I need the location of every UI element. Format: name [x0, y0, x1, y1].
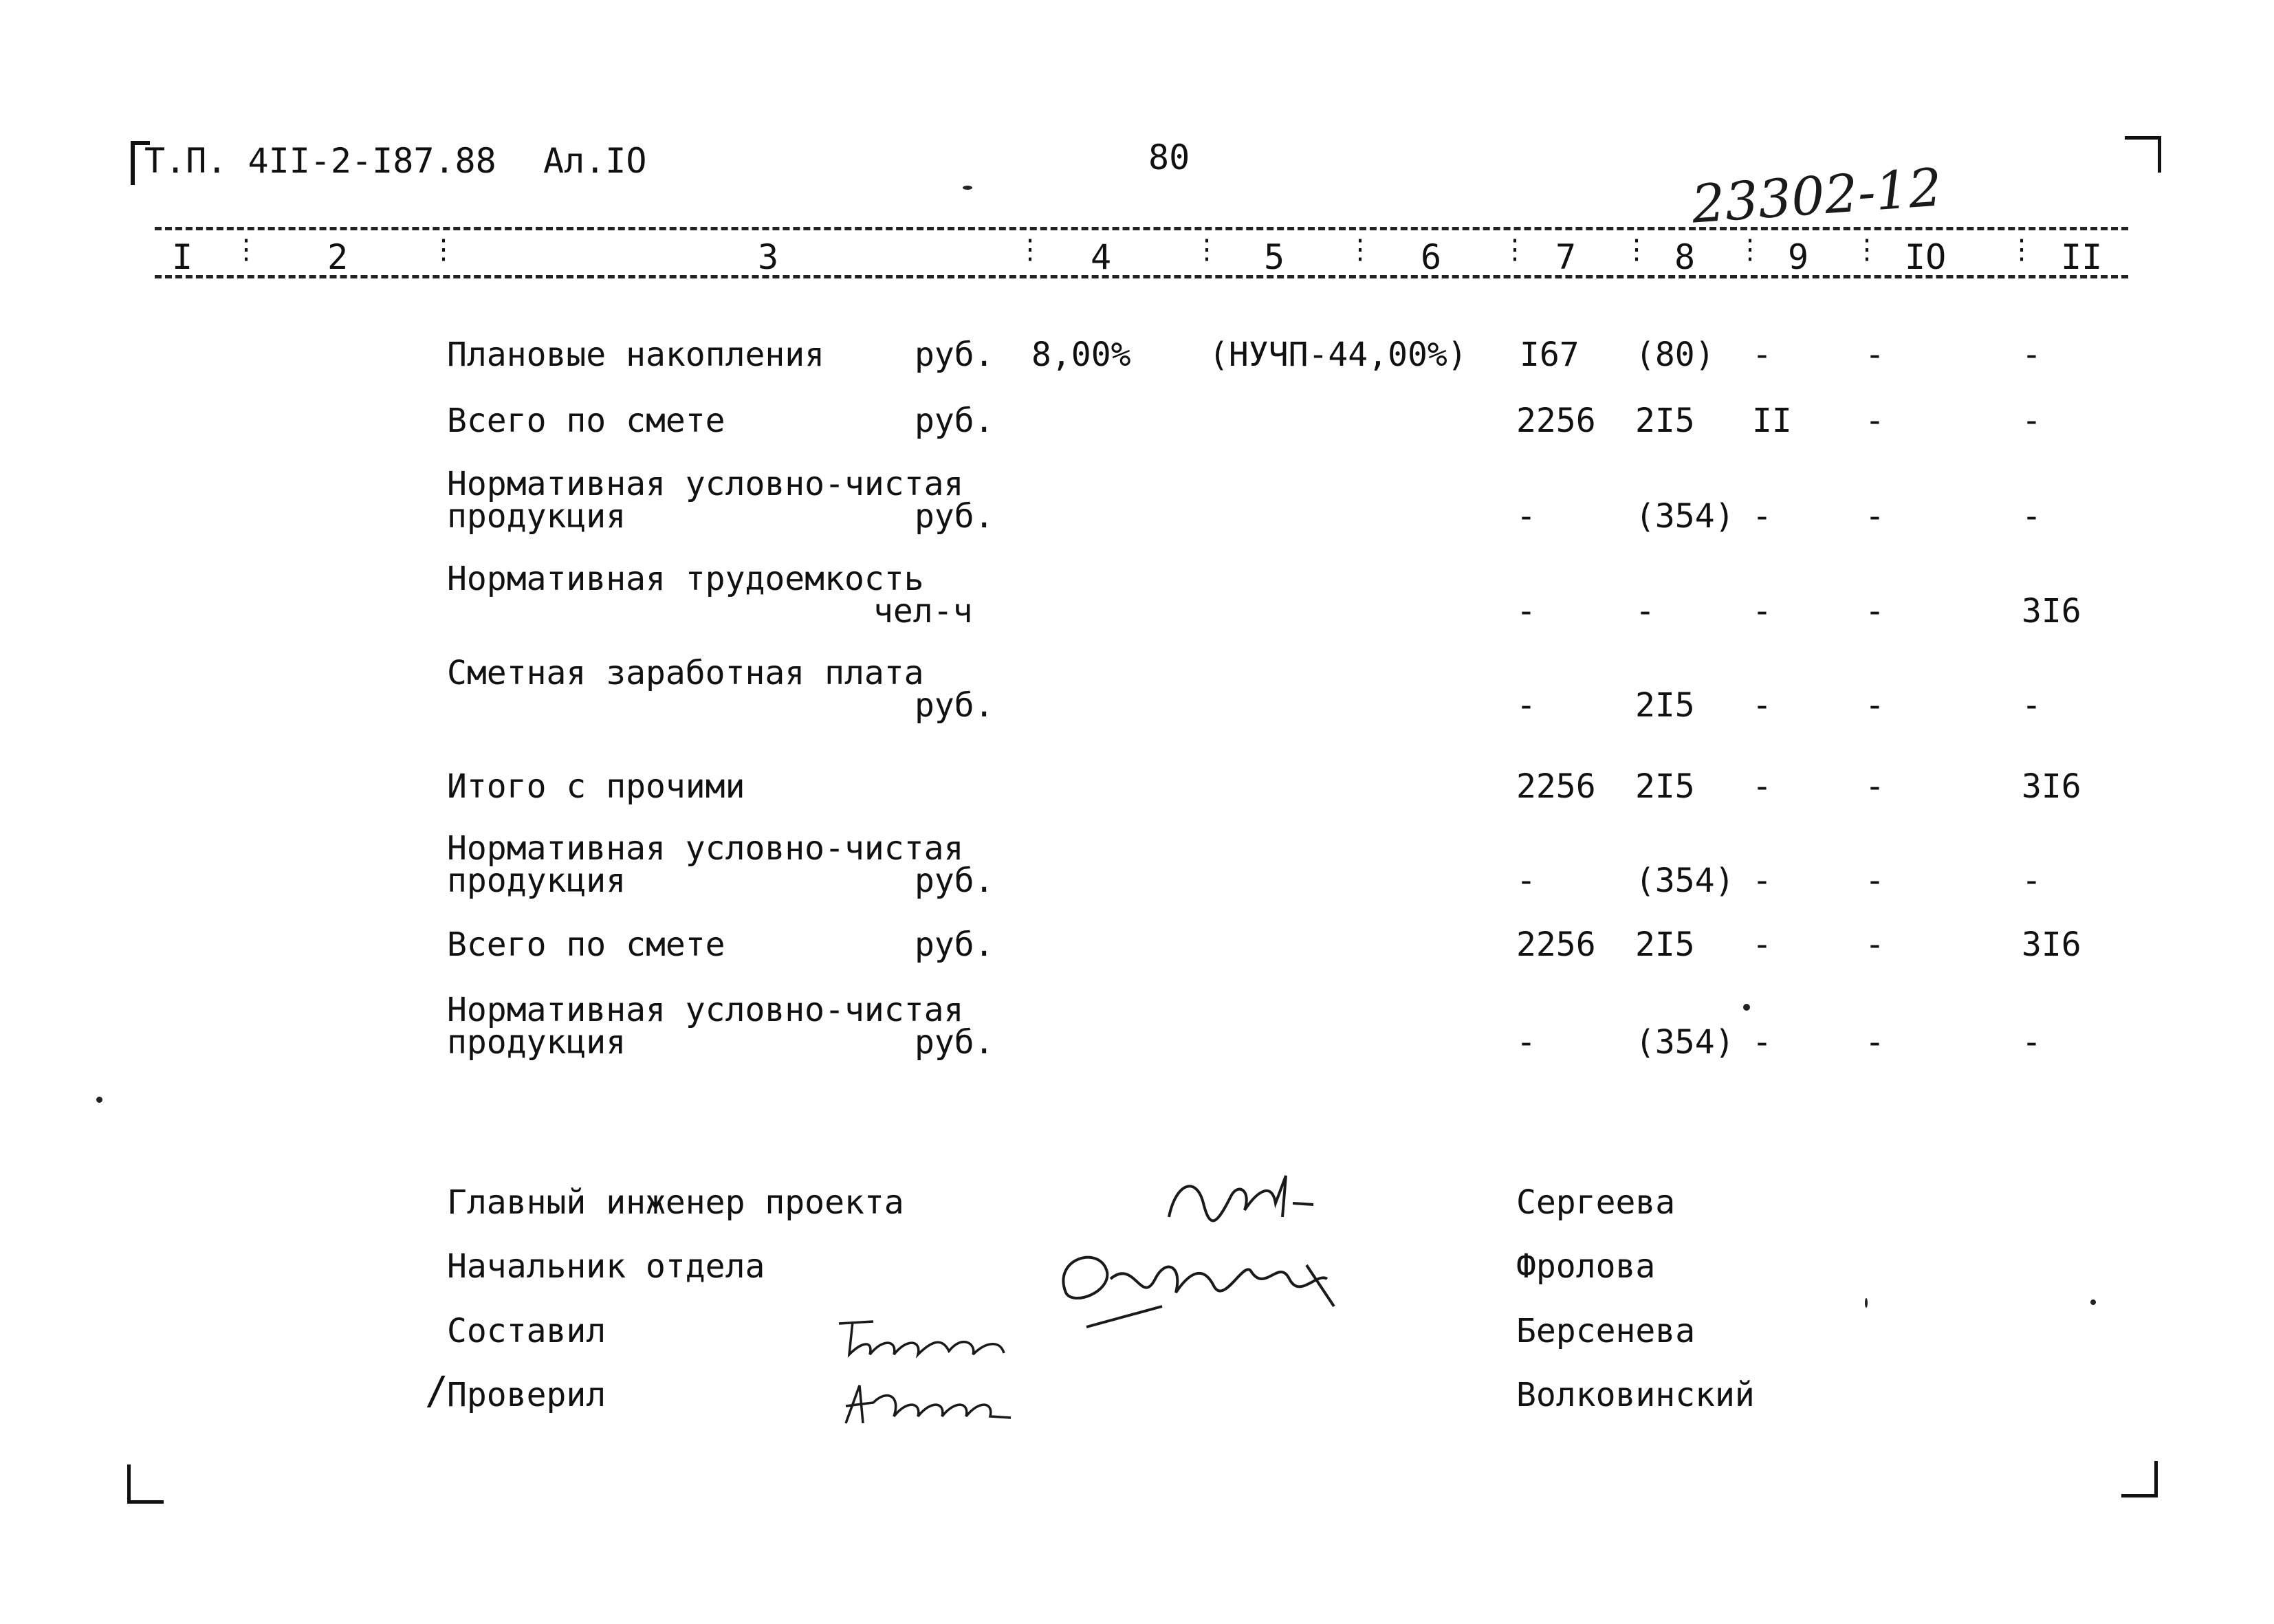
column-separator: ⋮: [2008, 234, 2035, 265]
cell-col4: 8,00%: [1031, 336, 1131, 374]
cell-col9: -: [1752, 767, 1772, 806]
row-label: Нормативная условно-чистая: [447, 991, 964, 1029]
cell-col7: 2256: [1516, 402, 1596, 440]
cell-col11: 3I6: [2022, 767, 2081, 806]
column-number-8: 8: [1674, 237, 1696, 277]
handwritten-signature-checked-by: [832, 1375, 1025, 1437]
cell-col8: (80): [1635, 336, 1715, 374]
row-unit: руб.: [915, 686, 994, 725]
signature-name-checked-by: Волковинский: [1516, 1376, 1755, 1414]
cell-col11: -: [2022, 686, 2042, 725]
column-separator: ⋮: [1501, 234, 1529, 265]
cell-col9: -: [1752, 592, 1772, 630]
row-label-continued: продукция: [447, 1023, 626, 1062]
cell-col7: I67: [1520, 336, 1579, 374]
row-unit: руб.: [915, 1023, 994, 1062]
handwritten-signature-chief-engineer: [1155, 1162, 1334, 1238]
column-separator: ⋮: [430, 234, 457, 265]
cell-col10: -: [1865, 592, 1885, 630]
cell-col7: 2256: [1516, 767, 1596, 806]
cell-col8: 2I5: [1635, 925, 1695, 964]
column-separator: ⋮: [1853, 234, 1881, 265]
cell-col9: -: [1752, 686, 1772, 725]
cell-col9: II: [1752, 402, 1792, 440]
row-label: Нормативная условно-чистая: [447, 829, 964, 868]
column-number-11: II: [2061, 237, 2103, 277]
cell-col10: -: [1865, 1023, 1885, 1062]
column-number-10: IO: [1905, 237, 1947, 277]
row-label: Нормативная трудоемкость: [447, 560, 924, 598]
signature-role-chief-engineer: Главный инженер проекта: [447, 1183, 904, 1222]
cell-col9: -: [1752, 1023, 1772, 1062]
column-number-6: 6: [1421, 237, 1442, 277]
row-label-continued: продукция: [447, 862, 626, 900]
cell-col8: (354): [1635, 1023, 1735, 1062]
signature-role-department-head: Начальник отдела: [447, 1247, 765, 1286]
cell-col11: -: [2022, 336, 2042, 374]
cell-col7: -: [1516, 592, 1536, 630]
scan-speck: [2090, 1299, 2096, 1305]
row-label: Плановые накопления: [447, 336, 825, 374]
handwritten-number: 23302-12: [1690, 156, 1944, 235]
column-number-3: 3: [758, 237, 779, 277]
column-separator: ⋮: [1193, 234, 1221, 265]
column-number-5: 5: [1264, 237, 1285, 277]
cell-col10: -: [1865, 767, 1885, 806]
cell-col8: 2I5: [1635, 686, 1695, 725]
row-label-continued: продукция: [447, 497, 626, 536]
signature-name-compiled-by: Берсенева: [1516, 1312, 1696, 1350]
document-code: Т.П. 4II-2-I87.88: [144, 141, 496, 181]
row-unit: руб.: [915, 402, 994, 440]
scan-speck: [963, 186, 972, 190]
cell-col11: 3I6: [2022, 592, 2081, 630]
column-separator: ⋮: [232, 234, 260, 265]
cell-col7: -: [1516, 1023, 1536, 1062]
scan-speck: [1743, 1004, 1750, 1011]
row-unit: руб.: [915, 862, 994, 900]
cell-col8: (354): [1635, 862, 1735, 900]
signature-name-chief-engineer: Сергеева: [1516, 1183, 1676, 1222]
header-dash-bottom: [155, 275, 2128, 278]
cell-col8: 2I5: [1635, 402, 1695, 440]
scan-speck: [1865, 1298, 1868, 1308]
row-label: Всего по смете: [447, 402, 725, 440]
corner-mark-bottom-left: [127, 1464, 164, 1504]
handwritten-signature-compiled-by: [832, 1313, 1018, 1368]
cell-col8: (354): [1635, 497, 1735, 536]
cell-col9: -: [1752, 336, 1772, 374]
signature-name-department-head: Фролова: [1516, 1247, 1656, 1286]
corner-mark-bottom-right: [2121, 1461, 2158, 1497]
row-unit: руб.: [915, 497, 994, 536]
corner-mark-top-right: [2125, 136, 2161, 173]
row-label: Нормативная условно-чистая: [447, 465, 964, 503]
cell-col11: -: [2022, 1023, 2042, 1062]
page-number: 80: [1148, 138, 1190, 177]
column-number-4: 4: [1091, 237, 1112, 277]
row-label: Итого с прочими: [447, 767, 745, 806]
column-separator: ⋮: [1736, 234, 1764, 265]
signature-role-checked-by: Проверил: [447, 1376, 606, 1414]
sheet-label: Ал.IO: [543, 141, 647, 181]
cell-col11: -: [2022, 497, 2042, 536]
row-unit: руб.: [915, 925, 994, 964]
cell-col7: -: [1516, 497, 1536, 536]
cell-col7: -: [1516, 862, 1536, 900]
row-unit: руб.: [915, 336, 994, 374]
cell-col8: -: [1635, 592, 1655, 630]
column-separator: ⋮: [1346, 234, 1374, 265]
cell-col9: -: [1752, 862, 1772, 900]
cell-col10: -: [1865, 862, 1885, 900]
cell-col10: -: [1865, 336, 1885, 374]
cell-col10: -: [1865, 925, 1885, 964]
row-unit: чел-ч: [873, 592, 973, 630]
cell-col10: -: [1865, 497, 1885, 536]
signature-role-compiled-by: Составил: [447, 1312, 606, 1350]
cell-col11: -: [2022, 402, 2042, 440]
column-number-1: I: [172, 237, 193, 277]
cell-col11: -: [2022, 862, 2042, 900]
handwritten-signature-department-head: [1045, 1231, 1348, 1334]
cell-col11: 3I6: [2022, 925, 2081, 964]
column-number-7: 7: [1555, 237, 1577, 277]
column-number-2: 2: [327, 237, 349, 277]
cell-col9: -: [1752, 925, 1772, 964]
cell-col7: -: [1516, 686, 1536, 725]
cell-col10: -: [1865, 402, 1885, 440]
scan-speck: [96, 1097, 102, 1103]
cell-col7: 2256: [1516, 925, 1596, 964]
row-label: Сметная заработная плата: [447, 654, 924, 692]
cell-col9: -: [1752, 497, 1772, 536]
column-separator: ⋮: [1623, 234, 1650, 265]
cell-col8: 2I5: [1635, 767, 1695, 806]
column-separator: ⋮: [1016, 234, 1044, 265]
slash-mark: /: [425, 1369, 448, 1414]
header-dash-top: [155, 227, 2128, 230]
column-number-9: 9: [1788, 237, 1809, 277]
cell-col5: (НУЧП-44,00%): [1209, 336, 1467, 374]
cell-col10: -: [1865, 686, 1885, 725]
row-label: Всего по смете: [447, 925, 725, 964]
